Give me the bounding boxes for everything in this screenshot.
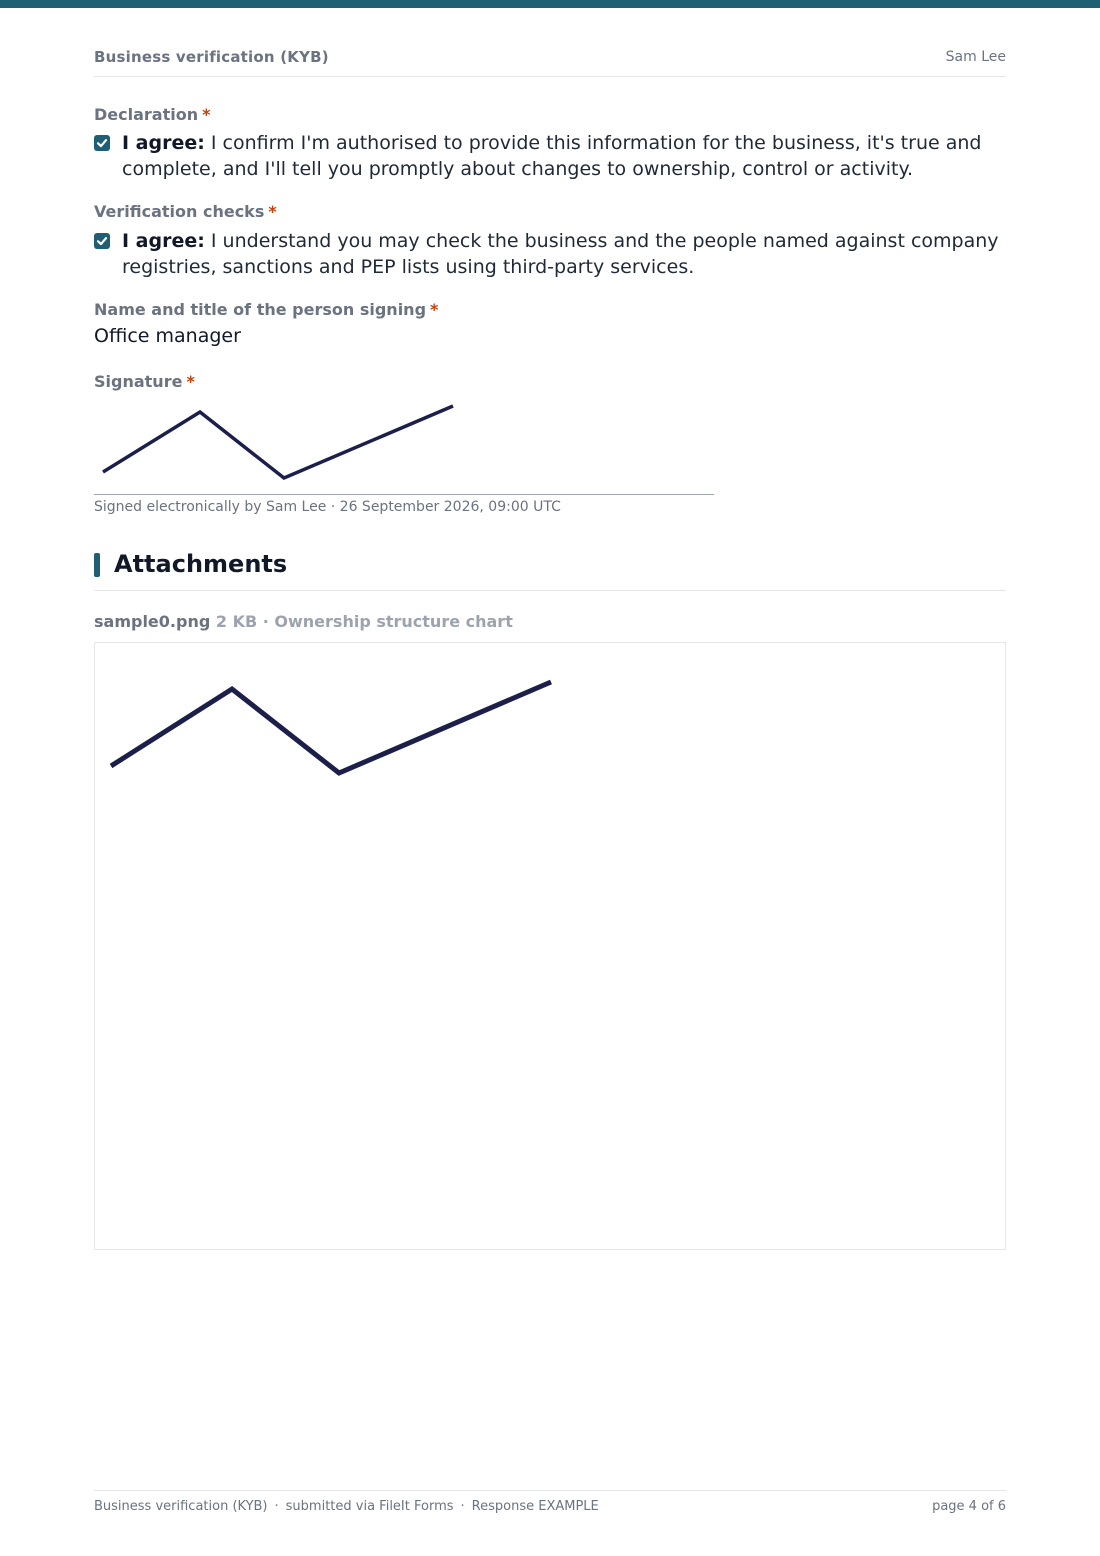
footer-meta <box>94 1499 599 1514</box>
attachment-file-name[interactable]: sample0.png <box>94 612 211 631</box>
top-accent-bar <box>0 0 1100 8</box>
verification-checks-checkbox-row[interactable] <box>94 228 1006 280</box>
checkmark-icon <box>94 135 110 151</box>
checkmark-icon <box>94 233 110 249</box>
attachment-separator: · <box>262 612 269 631</box>
user-name: Sam Lee <box>945 49 1006 65</box>
required-marker: * <box>202 105 211 124</box>
page-header <box>94 48 1006 77</box>
footer-submitted-via: submitted via FileIt Forms <box>285 1499 454 1514</box>
attachment-description: Ownership structure chart <box>274 612 513 631</box>
signer-value: Office manager <box>94 325 241 347</box>
signer-label-text: Name and title of the person signing <box>94 300 427 319</box>
declaration-label <box>94 105 210 124</box>
section-accent-bar <box>94 553 100 577</box>
signature-label <box>94 372 195 391</box>
agree-prefix: I agree: <box>122 230 205 252</box>
verification-checks-text <box>122 228 1006 280</box>
verification-checks-label <box>94 202 277 221</box>
required-marker: * <box>268 202 277 221</box>
signature-label-text: Signature <box>94 372 183 391</box>
signature-caption: Signed electronically by Sam Lee · 26 September 2026, 09:00 UTC <box>94 499 561 515</box>
attachments-title: Attachments <box>114 550 288 578</box>
attachment-meta <box>94 612 513 631</box>
page-number: page 4 of 6 <box>932 1499 1006 1514</box>
verification-checks-checkbox[interactable] <box>94 233 110 249</box>
declaration-checkbox-row[interactable] <box>94 130 1006 182</box>
agree-statement: I confirm I'm authorised to provide this information for the business, it's true and complete, and I'll tell you promptly about changes to ownership, control or activity. <box>122 132 982 180</box>
required-marker: * <box>430 300 439 319</box>
declaration-text <box>122 130 1006 182</box>
footer-response: Response EXAMPLE <box>471 1499 599 1514</box>
signature-box <box>94 396 714 495</box>
signature-image <box>94 396 714 494</box>
page-footer <box>94 1490 1006 1521</box>
document-title: Business verification (KYB) <box>94 48 329 66</box>
attachment-file-size: 2 KB <box>215 612 258 631</box>
attachments-section-header <box>94 550 1006 591</box>
required-marker: * <box>186 372 195 391</box>
signer-label <box>94 300 438 319</box>
footer-separator: · <box>460 1499 465 1514</box>
footer-form-name: Business verification (KYB) <box>94 1499 268 1514</box>
declaration-label-text: Declaration <box>94 105 199 124</box>
agree-statement: I understand you may check the business and the people named against company registries, sanctions and PEP lists using third-party services. <box>122 230 999 278</box>
footer-separator: · <box>274 1499 279 1514</box>
declaration-checkbox[interactable] <box>94 135 110 151</box>
attachment-image <box>95 643 1007 1251</box>
agree-prefix: I agree: <box>122 132 205 154</box>
attachment-preview[interactable] <box>94 642 1006 1250</box>
verification-checks-label-text: Verification checks <box>94 202 265 221</box>
